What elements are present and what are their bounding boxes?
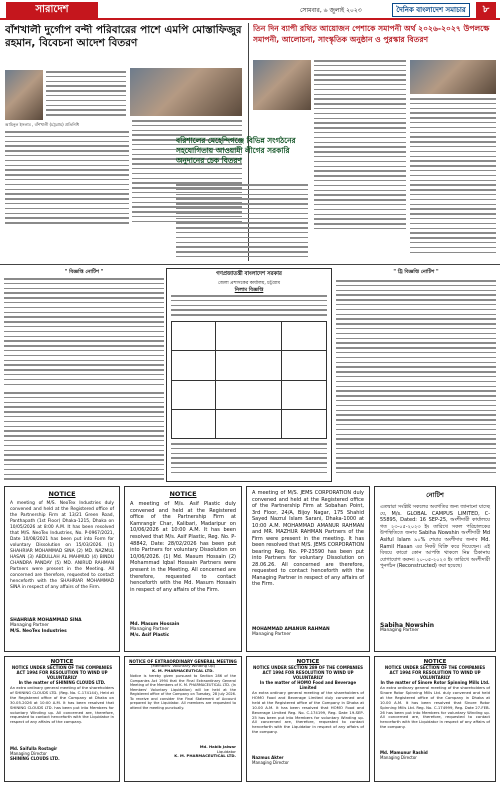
story-left-headline: বাঁশখালী দুর্গোপ বন্দী পরিবারের পাশে এমপি মোস্তাফিজুর রহমান, বিবেচনা আদেশ বিতরণ — [5, 24, 242, 49]
notice-sign-name: Sabiha Nowshin — [380, 622, 434, 629]
notice-jems-corporation — [246, 486, 370, 652]
classified-left — [4, 268, 164, 388]
notice-matter: In the matter of HOMO Food and Beverage Limited — [259, 680, 357, 690]
story-center-body — [176, 184, 308, 260]
notice-sign-title: Managing Partner — [252, 632, 291, 638]
notice-sign-title: Managing Partner — [380, 628, 419, 634]
notice-sign-name: Md. Saifulla Rostagir — [10, 746, 58, 751]
classified-center-subtitle: জেলা প্রশাসকের কার্যালয়, চট্টগ্রাম — [217, 281, 281, 286]
notice-sign-title: Managing Director — [252, 759, 289, 765]
notice-sign-title: Managing Partner — [10, 623, 49, 629]
newspaper-logo: দৈনিক বাংলাদেশ সমাচার — [392, 3, 470, 17]
story-right-photo — [253, 60, 311, 110]
notice-sign-title: Liquidator — [216, 748, 236, 754]
notice-sign-name: Nazmus Akter — [252, 755, 284, 760]
classified-center-intro — [171, 295, 327, 317]
notice-sign-name: Md. Habib Jalwar — [199, 744, 236, 750]
notice-shining-clouds — [4, 656, 120, 782]
story-center-headline: বরিশালের মেহেন্দিগঞ্জে বিভিন্ন সংগঠনের সহযোগিতায় আওয়ামী লীগের সরকারি অনুদানের চেক বিতরণ — [176, 136, 296, 165]
story-right-body-a — [314, 60, 406, 238]
notice-sign-name: Md. Masum Hossain — [130, 622, 180, 627]
notice-heading: NOTICE — [423, 659, 447, 665]
classified-center-title: গণপ্রজাতন্ত্রী বাংলাদেশ সরকার — [216, 271, 282, 277]
story-left-body-a — [46, 71, 126, 121]
notice-homo-food — [246, 656, 370, 782]
notice-sign-name: SHAHRIAR MOHAMMAD SINA — [10, 618, 82, 623]
notice-sign-title: Managing Director — [10, 750, 47, 756]
notice-matter: In the matter of Sinore Rotor Spinning Mills Ltd. — [380, 680, 490, 685]
notice-body: An extra ordinary general meeting of the shareholders of Sinore Rotor Spinning Mills Ltd. duly convened and held at the Registered office of the Company in Dhaka at 10.00 A.M. It has been resolved that Sinore Rotor Spinning Mills Ltd. Reg. No. C-174999, Reg. Date 27-FEB-26 has been put into Members for voluntary Winding up. All concerned are, therefore, requested to contact henceforth with the Liquidator in respect of any affairs of the company. — [380, 685, 490, 730]
notice-sign-title: Managing Director — [380, 754, 417, 760]
notice-body: A meeting of M/S. NeoTex Industries duly convened and held at the Registered office of the Partnership Firm at 13/21 Green Road, Panthapath (1st Floor) Dhaka-1215, Dhaka on 10/05/2026 at 8:00 A.M. It has been resolved that M/S. NeoTex Industries, No. P-0967/2021, Date 10/08/2021 has been put into Form for voluntary Dissolution on 15/03/2026. (1) SHAHRIAR MOHAMMAD SINA (2) MD. NAZMUL HASAN (3) ABDULLAH AL MAHMUD (4) BINDU CHANDRA PANDAY (5) MD. ANIRUD RAHMAN Partners were present in the Meeting. All concerned are therefore, requested to contact henceforth with the SHAHRIAR MOHAMMAD SINA in respect of any affairs of the Firm. — [10, 501, 114, 590]
notice-sign-org: M/s. Asif Plastic — [130, 632, 170, 638]
section-rule — [0, 264, 500, 265]
story-left-photo — [5, 70, 43, 120]
notice-sign-name: Md. Mamunur Rashid — [380, 750, 428, 755]
notice-sign-org: K. M. PHARMACEUTICAL LTD. — [174, 753, 236, 759]
notice-body: Notice is hereby given pursuant to Section 286 of the Companies Act 1994 that the Final Extraordinary General Meeting of the Members of K. M. PHARMACEUTICAL LTD. (In Members' Voluntary Liquidation) will be held at the Registered office of the Company on Tuesday, 28 July 2026. To receive and consider the Final Statement of Account prepared by the Liquidator. All members are requested to attend the meeting punctually. — [130, 674, 236, 710]
notice-body: A meeting of M/s. Asif Plastic duly convened and held at the Registered office of the Partnership Firm at Kamrangir Char, Kalibari, Madaripur on 10/06/2026 at 10:00 A.M. It has been resolved that M/s. Asif Plastic, Reg. No. P-48842, Date: 28/02/2026 has been put into Partners for voluntary Dissolution on 10/06/2026. (1) Md. Masum Hossain (2) Mohammad Iqbal Hossain Partners were present in the Meeting. All concerned are therefore, requested to contact henceforth with the Md. Masum Hossain in respect of any affairs of the Firm. — [130, 501, 236, 593]
story-right-headline: তিন দিন ব্যাপী রথিত আয়োজন পেশাকে সমাপনী অর্থ ২০২৬-২০২৭ উপলক্ষে সমাপনী, আলোচনা, সাংস্কৃতিক অনুষ্ঠান ও পুরস্কার বিতরণ — [253, 24, 490, 44]
classified-right-body — [336, 280, 496, 480]
story-right-photo-b — [410, 60, 496, 94]
page-header — [0, 0, 500, 20]
classified-right-title: " ট্রি বিজ্ঞপ্তি নোটিশ " — [393, 269, 439, 275]
page-number: ৮ — [476, 2, 496, 18]
classified-left-body — [4, 278, 164, 386]
classified-center-footer — [171, 443, 327, 479]
classified-right — [336, 268, 496, 482]
classified-center-table — [171, 321, 327, 439]
notice-heading: নোটিশ — [426, 491, 444, 499]
notice-body: A meeting of M/S. JEMS CORPORATION duly convened and held at the Registered office of the Partnership Firm at Sobahan Point, 3rd Floor, 24/A, Bijoy Nagar, 175 Shahid Sayed Nazrul Islam Sarani, Dhaka-1000 at 10:00 A.M. MOHAMMAD AMANUR RAHMAN and MR. MAZHUR RAHMAN Partners of the Firm were present in the meeting. It has been resolved that M/S. JEMS CORPORATION bearing Reg. No. PP-23590 has been put into Partners for voluntary Dissolution on 28.06.26. All concerned are therefore, requested to contact henceforth with the Managing Partner in respect of any affairs of the Firm. — [252, 490, 364, 587]
notice-subheading: NOTICE UNDER SECTION 289 OF THE COMPANIES ACT 1994 FOR RESOLUTION TO WIND UP VOLUNTARILY — [253, 665, 363, 680]
notice-matter: K. M. PHARMACEUTICAL LTD. — [152, 667, 214, 673]
notice-sinore-rotor — [374, 656, 496, 782]
notice-body: এতদ্বারা সংশ্লিষ্ট সকলের অবগতির জন্য জানানো যাচ্ছে যে, M/s. GLOBAL CAMPUS LIMITED, C-55895, Dated: 16 SEP-25, অংশীদারী কার্যালয়ে গত ২৩-০৫-২০২৩ ইং তারিখে সকল পরিচালকের উপস্থিতিতে জনাব Sabiha Nowshin অংশীদারী Md Asiful Islam ৯০% শেয়ার অংশীদার জনাব Md. Ramil Hasan এর নিকট বিক্রি করে দিয়েছেন। এই বিষয়ে কারো কোন আপত্তি থাকলে নিম্ন ঠিকানায় যোগাযোগ করুন। ২০-০৫-২০২৩ ইং তারিখে অংশীদারী পুনর্গঠন (Reconstructed) করা হয়েছে। — [380, 504, 490, 570]
notice-body: An extra ordinary general meeting of the shareholders of HOMO Food and Beverage Limited duly convened and held at the Registered office of the Company in Dhaka at 10.00 A.M. It has been resolved that HOMO Food and Beverage Limited Reg. No. C-174199, Reg. Date 19-SEP-25 has been put into Members for voluntary Winding up. All concerned are, therefore, requested to contact henceforth with the Liquidator in respect of any affairs of the company. — [252, 690, 364, 735]
classified-left-title: " বিজ্ঞপ্তি নোটিশ " — [64, 269, 104, 275]
notice-heading: NOTICE — [48, 490, 76, 498]
notice-asif-plastic — [124, 486, 242, 652]
notice-subheading: NOTICE UNDER SECTION OF THE COMPANIES ACT 1994 FOR RESOLUTION TO WIND UP VOLUNTARILY — [384, 665, 486, 680]
notice-km-pharmaceutical — [124, 656, 242, 782]
notice-sign-org: M/S. NeoTex Industries — [10, 628, 67, 634]
notice-heading: NOTICE — [50, 659, 74, 665]
notice-subheading: (Members' Voluntary Winding Up) — [151, 663, 215, 668]
notice-matter: In the matter of SHINING CLOUDS LTD. — [18, 680, 106, 685]
notice-neotex — [4, 486, 120, 652]
notice-sign-title: Managing Partner — [130, 627, 169, 633]
notice-body: An extra ordinary general meeting of the shareholders of SHINING CLOUDS LTD. (Reg. No. C-174144), Held at the Registered office of the Company at Dhaka on 30.05.2026 at 10:00 A.M. It has been resolved that SHINING CLOUDS LTD. has been put into Members for voluntary Winding up. All concerned are, therefore, requested to contact henceforth with the Liquidator in respect of any affairs of the company. — [10, 685, 114, 725]
notice-global-campus — [374, 486, 496, 652]
classified-center — [166, 268, 332, 482]
page-date: সোমবার, ৬ জুলাই ২০২৩ — [300, 7, 362, 14]
classified-center-tender-title: নিলাম বিজ্ঞপ্তি — [234, 287, 264, 293]
story-left-caption: আমিনুল ইসলাম , বাঁশখালী (চট্টগ্রাম) প্রতিনিধি — [5, 122, 80, 127]
notice-heading: NOTICE — [169, 490, 197, 498]
notice-subheading: NOTICE UNDER SECTION OF THE COMPANIES ACT 1994 FOR RESOLUTION TO WIND UP VOLUNTARILY — [11, 665, 113, 680]
story-left-body-b — [5, 131, 129, 227]
classified-left-body-b — [4, 392, 164, 482]
notice-sign-name: MOHAMMAD AMANUR RAHMAN — [252, 627, 330, 632]
notice-heading: NOTICE OF EXTRAORDINARY GENERAL MEETING — [129, 659, 237, 664]
section-title: সারাদেশ — [6, 2, 98, 18]
notice-heading: NOTICE — [296, 659, 320, 665]
story-left-photo-b — [130, 68, 242, 116]
notice-sign-org: SHINING CLOUDS LTD. — [10, 755, 60, 761]
story-right-body-b — [410, 98, 496, 260]
